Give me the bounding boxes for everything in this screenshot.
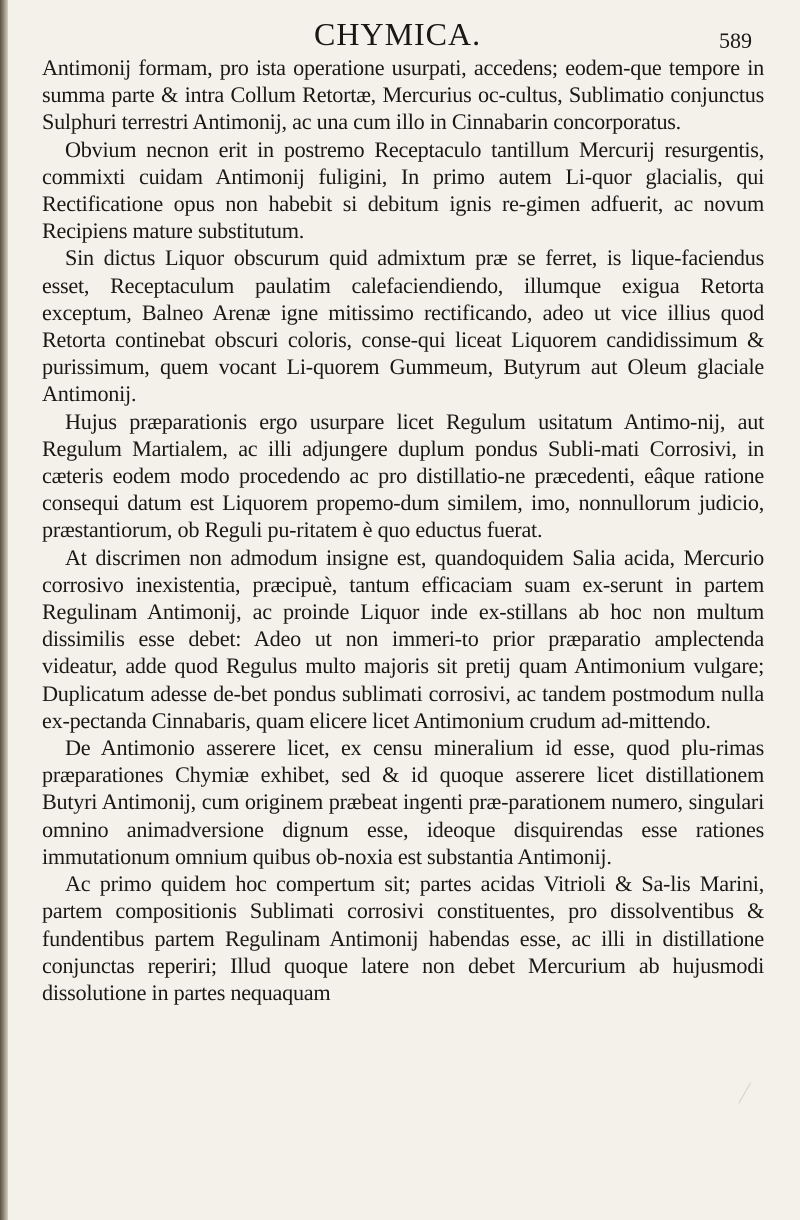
page-spine-shadow bbox=[0, 0, 8, 1220]
paragraph-4: Hujus præparationis ergo usurpare licet Regulum usitatum Antimo-nij, aut Regulum Martialem, ac illi adjungere duplum pondus Subli-mati Corrosivi, in cæteris eodem modo procedendo ac pro distillatio-ne præcedenti, eâque ratione consequi datum est Liquorem propemo-dum similem, imo, nonnullorum judicio, præstantiorum, ob Reguli pu-ritatem è quo eductus fuerat. bbox=[42, 408, 764, 543]
paragraph-2: Obvium necnon erit in postremo Receptaculo tantillum Mercurij resurgentis, commixti cuidam Antimonij fuligini, In primo autem Li-quor glacialis, qui Rectificatione opus non habebit si debitum ignis re-gimen adfuerit, ac novum Recipiens mature substitutum. bbox=[42, 136, 764, 244]
paragraph-7: Ac primo quidem hoc compertum sit; partes acidas Vitrioli & Sa-lis Marini, partem compositionis Sublimati corrosivi constituentes, pro dissolventibus & fundentibus partem Regulinam Antimonij habendas esse, ac illi in distillatione conjunctas reperiri; Illud quoque latere non debet Mercurium ab hujusmodi dissolutione in partes nequaquam bbox=[42, 871, 764, 1005]
ink-mark bbox=[728, 1076, 751, 1103]
running-title: CHYMICA. bbox=[314, 16, 482, 52]
page-number: 589 bbox=[719, 28, 752, 53]
paragraph-6: De Antimonio asserere licet, ex censu mineralium id esse, quod plu-rimas præparationes Chymiæ exhibet, sed & id quoque asserere licet distillationem Butyri Antimonij, cum originem præbeat ingenti præ-parationem numero, singulari omnino animadversione dignum esse, ideoque disquirendas esse rationes immutationum omnium quibus ob-noxia est substantia Antimonij. bbox=[42, 735, 764, 869]
paragraph-3: Sin dictus Liquor obscurum quid admixtum præ se ferret, is lique-faciendus esset, Receptaculum paulatim calefaciendiendo, illumque exigua Retorta exceptum, Balneo Arenæ igne mitissimo rectificando, adeo ut vice illius quod Retorta continebat obscuri coloris, conse-qui liceat Liquorem candidissimum & purissimum, quem vocant Li-quorem Gummeum, Butyrum aut Oleum glaciale Antimonij. bbox=[42, 245, 764, 407]
paragraph-1: Antimonij formam, pro ista operatione usurpati, accedens; eodem-que tempore in summa parte & intra Collum Retortæ, Mercurius oc-cultus, Sublimatio conjunctus Sulphuri terrestri Antimonij, ac una cum illo in Cinnabarin concorporatus. bbox=[42, 55, 764, 135]
paragraph-5: At discrimen non admodum insigne est, quandoquidem Salia acida, Mercurio corrosivo inexistentia, præcipuè, tantum efficaciam suam ex-serunt in partem Regulinam Antimonij, ac proinde Liquor inde ex-stillans ab hoc non multum dissimilis esse debet: Adeo ut non immeri-to prior præparatio amplectenda videatur, adde quod Regulus multo majoris sit pretij quam Antimonium vulgare; Duplicatum adesse de-bet pondus sublimati corrosivi, ac tandem postmodum nulla ex-pectanda Cinnabaris, quam elicere licet Antimonium crudum ad-mittendo. bbox=[42, 544, 764, 733]
body-text bbox=[42, 54, 764, 1006]
